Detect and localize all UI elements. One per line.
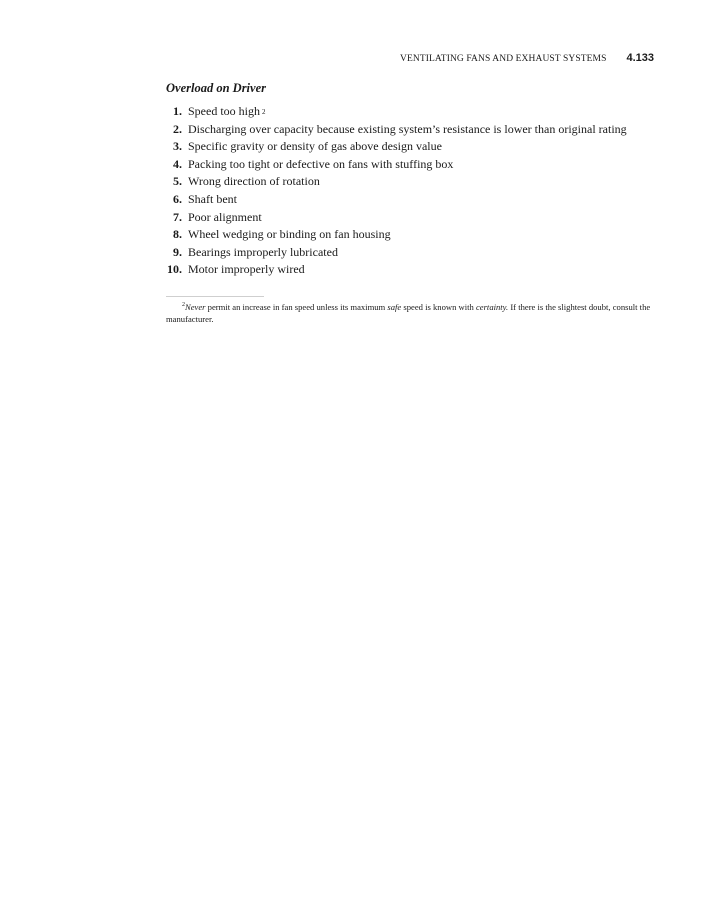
item-number: 4. [173, 156, 182, 171]
item-number: 3. [173, 139, 182, 154]
footnote [166, 299, 656, 325]
footnote-divider [166, 296, 264, 297]
footnote-reference: 2 [262, 108, 266, 116]
list-item [158, 157, 627, 175]
item-text: Speed too high [188, 104, 260, 118]
footnote-text: permit an increase in fan speed unless its maximum [205, 301, 388, 312]
list-item [158, 245, 627, 263]
list-item [158, 174, 627, 192]
footnote-text: If there is the slightest doubt, consult the manufacturer. [166, 301, 651, 324]
item-number: 9. [173, 244, 182, 259]
list-item [158, 227, 627, 245]
item-text: Packing too tight or defective on fans with stuffing box [188, 156, 454, 171]
footnote-text: speed is known with [401, 301, 476, 312]
running-header [400, 52, 654, 64]
running-header-title: VENTILATING FANS AND EXHAUST SYSTEMS [400, 54, 607, 64]
item-text: Specific gravity or density of gas above design value [188, 139, 442, 154]
list-item [158, 122, 627, 140]
list-item [158, 192, 627, 210]
footnote-marker: 2 [182, 302, 185, 308]
list-item [158, 139, 627, 157]
item-text: Wrong direction of rotation [188, 174, 320, 189]
item-text: Bearings improperly lubricated [188, 244, 338, 259]
item-text: Wheel wedging or binding on fan housing [188, 227, 391, 242]
item-number: 5. [173, 174, 182, 189]
item-number: 2. [173, 121, 182, 136]
item-number: 6. [173, 191, 182, 206]
page-number: 4.133 [626, 52, 654, 64]
item-number: 10. [167, 262, 182, 277]
item-text: Shaft bent [188, 191, 237, 206]
item-text: Discharging over capacity because existing system’s resistance is lower than original rating [188, 121, 627, 136]
list-item [158, 104, 627, 122]
item-text: Motor improperly wired [188, 262, 305, 277]
footnote-emphasis: safe [387, 301, 402, 312]
footnote-emphasis: certainty. [475, 301, 509, 312]
item-text: Poor alignment [188, 209, 262, 224]
footnote-emphasis: Never [185, 301, 206, 312]
item-number: 1. [173, 104, 182, 118]
cause-list [158, 104, 627, 280]
list-item [158, 262, 627, 280]
section-heading: Overload on Driver [166, 81, 266, 95]
item-number: 8. [173, 227, 182, 242]
list-item [158, 210, 627, 228]
item-number: 7. [173, 209, 182, 224]
